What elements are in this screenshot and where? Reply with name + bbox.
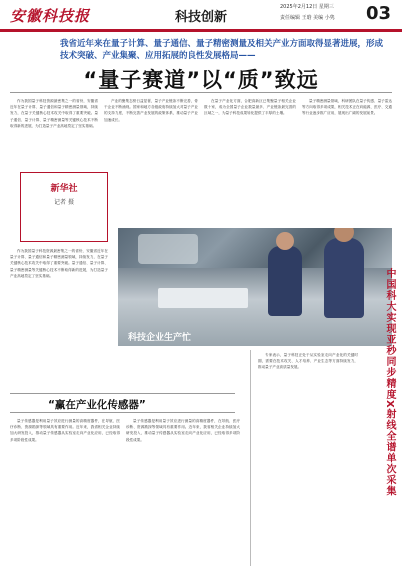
worker-head: [276, 232, 294, 250]
page-number: 03: [366, 3, 392, 24]
issue-date: 2025年2月12日 星期三: [280, 4, 334, 10]
second-headline-banner: [10, 393, 235, 413]
workpiece: [158, 288, 248, 308]
paragraph: 量子精密测量领域，科研团队在量子传感、量子雷达等方向取得多项成果，相关技术正在向能源、医疗、交通等行业逐步推广应用，展现出广阔的发展前景。: [302, 99, 392, 116]
side-text-column: [258, 352, 358, 568]
caption-line-2: 记者 摄: [54, 199, 74, 206]
text-column-2: [104, 98, 198, 223]
factory-photo: [118, 228, 392, 346]
light-panel: [138, 234, 198, 264]
editor-line: 责任编辑 王晗 美编 小隽: [280, 15, 335, 21]
text-column-7: [126, 418, 240, 568]
divider: [10, 92, 392, 93]
paragraph: 在量子产业化方面，合肥高新区已集聚量子相关企业数十家，成为全国量子企业数量最多、产业链条最完善的区域之一，为量子科技成果转化提供了丰厚的土壤。: [204, 99, 296, 116]
section-title: 科技创新: [175, 10, 228, 25]
text-column-6: [10, 418, 120, 568]
article-lead: 我省近年来在量子计算、量子通信、量子精密测量及相关产业方面取得显著进展，形成技术突破、产业集聚、应用拓展的良性发展格局——: [60, 39, 384, 61]
caption-line-1: 新华社: [50, 184, 78, 194]
paragraph: 产业的聚集态势日益显著，量子产业链条不断完善，骨干企业不断涌现。国家和地方各级政府持续加大对量子产业的支持力度，不断完善产业发展的政策体系，推动量子产业加速成长。: [104, 99, 198, 122]
worker-head: [334, 228, 354, 242]
photo-label: 科技企业生产忙: [128, 333, 192, 343]
text-column-4: [302, 98, 392, 223]
paragraph: 专家表示，量子科技正处于从实验室走向产业化的关键时期，需要在技术攻关、人才培养、产业生态等方面持续发力，推动量子产业高质量发展。: [258, 353, 358, 370]
second-headline: “赢在产业化传感器”: [48, 399, 146, 411]
masthead: [0, 0, 402, 32]
paragraph: 作为我国量子科技资源最密集之一的省份，安徽省近年在量子计算、量子通信和量子精密测量领域，持续发力，在量子关键核心技术攻关中取得了重要突破。量子通信、量子计算、量子精密测量等关键核心技术不断取得新的进展，为打造量子产业高地奠定了坚实基础。: [10, 249, 108, 278]
article-headline: “量子赛道”以“质”致远: [83, 68, 319, 92]
worker-figure: [268, 246, 302, 316]
photo-caption-box: [20, 172, 108, 242]
worker-figure: [324, 238, 364, 318]
paragraph: 作为我国量子科技资源最密集之一的省份，安徽省近年在量子计算、量子通信和量子精密测量领域，持续发力，在量子关键核心技术攻关中取得了重要突破。量子通信、量子计算、量子精密测量等关键核心技术不断取得新的进展，为打造量子产业高地奠定了坚实基础。: [10, 99, 98, 128]
column-divider: [250, 350, 251, 566]
paragraph: 量子传感器是利用量子效应进行测量的高精度器件，在导航、医疗诊断、资源勘探等领域具有重要作用。近年来，我省相关企业持续加大研发投入，推动量子传感器从实验室走向产业化应用，已经取得多项阶段性成果。: [126, 419, 240, 442]
newspaper-logo: 安徽科技报: [10, 7, 91, 25]
paragraph: 量子传感器是利用量子效应进行测量的高精度器件，在导航、医疗诊断、资源勘探等领域具有重要作用。近年来，我省相关企业持续加大研发投入，推动量子传感器从实验室走向产业化应用，已经取得多项阶段性成果。: [10, 419, 120, 442]
text-column-5: [10, 248, 108, 388]
text-column-3: [204, 98, 296, 223]
side-headline: 中国科大实现亚秒同步精度X射线全谱单次采集: [384, 268, 395, 497]
